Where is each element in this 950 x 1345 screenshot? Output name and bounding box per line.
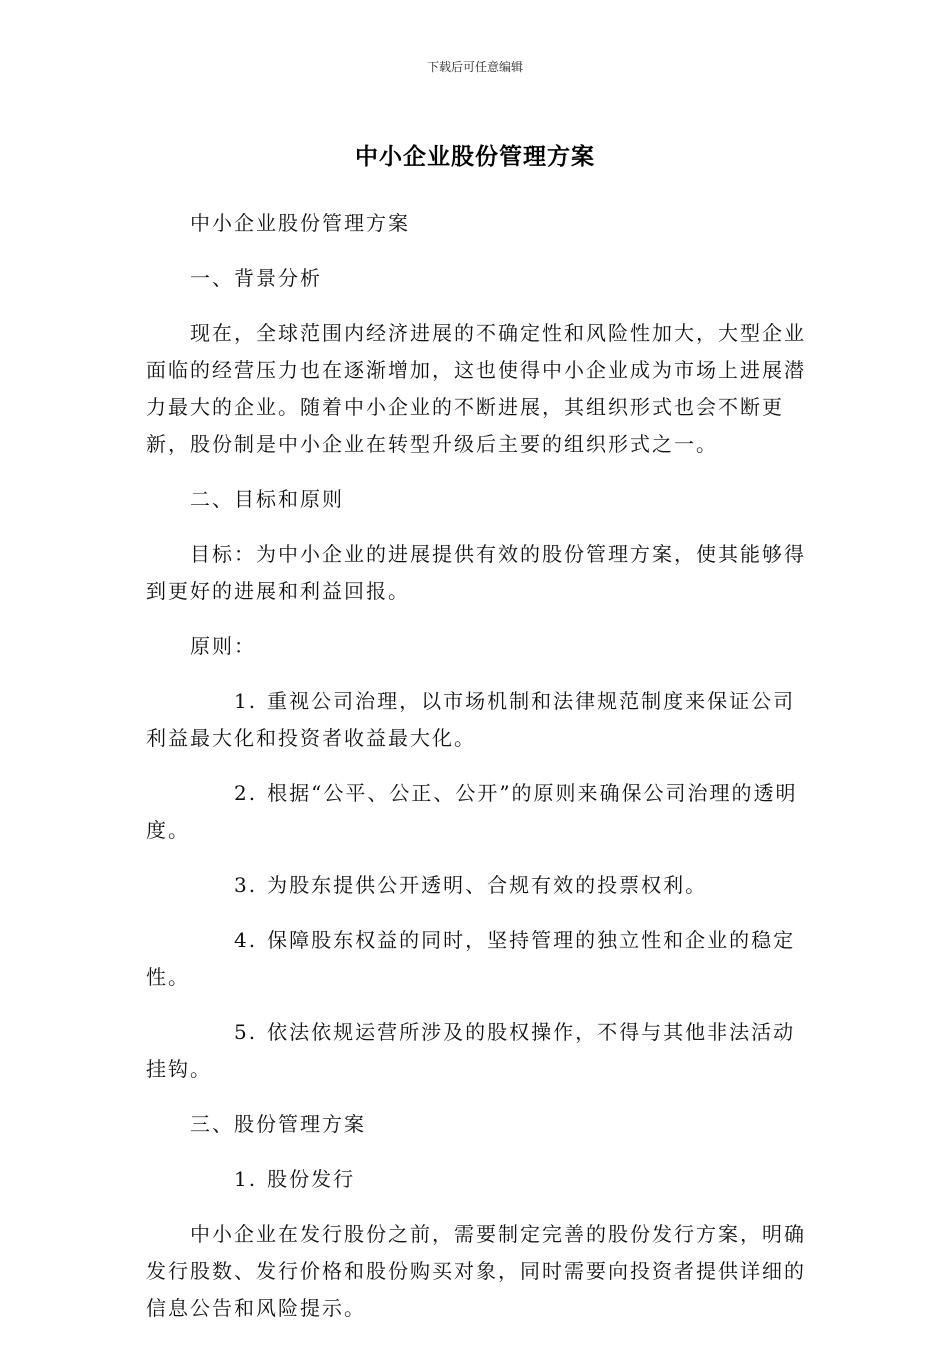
document-body (146, 205, 806, 1345)
list-text: 保障股东权益的同时，坚持管理的独立性和企业的稳定性。 (146, 928, 796, 989)
list-text: 为股东提供公开透明、合规有效的投票权利。 (267, 873, 708, 897)
principle-item-5 (146, 1014, 806, 1088)
section-3-heading: 三、股份管理方案 (190, 1112, 366, 1136)
principle-item-3 (146, 867, 806, 904)
principle-item-4 (146, 922, 806, 996)
list-text: 根据“公平、公正、公开”的原则来确保公司治理的透明度。 (146, 781, 798, 842)
list-number: 5. (234, 1020, 258, 1044)
subsection-1-body: 中小企业在发行股份之前，需要制定完善的股份发行方案，明确发行股数、发行价格和股份购买对象，同时需要向投资者提供详细的信息公告和风险提示。 (146, 1222, 806, 1320)
download-note: 下载后可任意编辑 (426, 60, 523, 74)
section-1-heading: 一、背景分析 (190, 266, 322, 290)
list-text: 依法依规运营所涉及的股权操作，不得与其他非法活动挂钩。 (146, 1020, 796, 1081)
principle-item-1 (146, 683, 806, 757)
list-text: 重视公司治理，以市场机制和法律规范制度来保证公司利益最大化和投资者收益最大化。 (146, 689, 796, 750)
goal-paragraph: 目标：为中小企业的进展提供有效的股份管理方案，使其能够得到更好的进展和利益回报。 (146, 542, 806, 603)
principles-label: 原则： (190, 634, 256, 658)
section-1-body: 现在，全球范围内经济进展的不确定性和风险性加大，大型企业面临的经营压力也在逐渐增加，这也使得中小企业成为市场上进展潜力最大的企业。随着中小企业的不断进展，其组织形式也会不断更新，股份制是中小企业在转型升级后主要的组织形式之一。 (146, 321, 806, 456)
document-subtitle: 中小企业股份管理方案 (190, 211, 410, 235)
document-title: 中小企业股份管理方案 (355, 144, 595, 170)
list-number: 1. (234, 689, 258, 713)
subsection-1-heading (146, 1161, 806, 1198)
section-2-heading: 二、目标和原则 (190, 487, 344, 511)
list-text: 股份发行 (267, 1167, 356, 1191)
list-number: 2. (234, 781, 258, 805)
list-number: 4. (234, 928, 258, 952)
list-number: 1. (234, 1167, 258, 1191)
principle-item-2 (146, 775, 806, 849)
list-number: 3. (234, 873, 258, 897)
